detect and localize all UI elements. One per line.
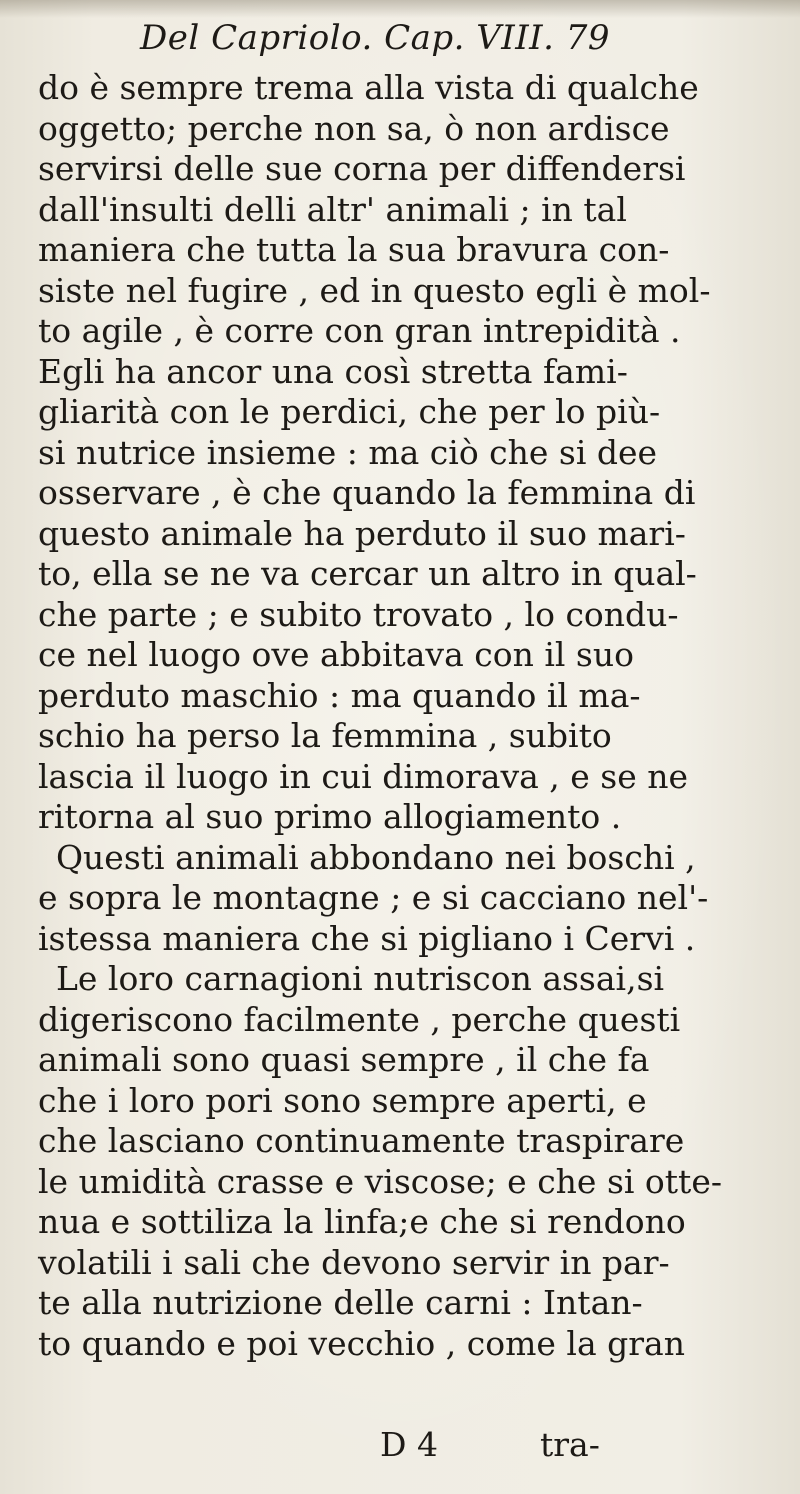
text-line: si nutrice insieme : ma ciò che si dee: [38, 432, 658, 472]
text-line: lascia il luogo in cui dimorava , e se ne: [38, 756, 689, 796]
text-line: do è sempre trema alla vista di qualche: [38, 68, 699, 107]
text-line: volatili i sali che devono servir in par-: [38, 1242, 670, 1282]
text-line: le umidità crasse e viscose; e che si otte-: [38, 1161, 722, 1201]
text-line: perduto maschio : ma quando il ma-: [38, 675, 641, 715]
text-line: maniera che tutta la sua bravura con-: [38, 230, 670, 269]
text-line: to quando e poi vecchio , come la gran: [38, 1323, 685, 1363]
text-line: Le loro carnagioni nutriscon assai,si: [56, 959, 665, 998]
text-line: oggetto; perche non sa, ò non ardisce: [38, 108, 670, 148]
text-line: gliarità con le perdici, che per lo più-: [38, 392, 661, 431]
text-line: animali sono quasi sempre , il che fa: [38, 1040, 650, 1079]
text-line: digeriscono facilmente , perche questi: [38, 999, 681, 1039]
text-line: dall'insulti delli altr' animali ; in tal: [38, 189, 627, 229]
text-line: nua e sottiliza la linfa;e che si rendono: [38, 1202, 686, 1241]
body-text: [38, 68, 768, 1364]
text-line: che lasciano continuamente traspirare: [38, 1121, 685, 1160]
text-line: siste nel fugire , ed in questo egli è mol-: [38, 270, 711, 310]
text-line: to, ella se ne va cercar un altro in qual-: [38, 554, 697, 593]
text-line: servirsi delle sue corna per diffendersi: [38, 149, 686, 188]
text-line: istessa maniera che si pigliano i Cervi .: [38, 918, 696, 958]
text-line: to agile , è corre con gran intrepidità .: [38, 311, 681, 350]
text-line: ritorna al suo primo allogiamento .: [38, 797, 622, 836]
text-line: Questi animali abbondano nei boschi ,: [56, 837, 696, 877]
text-line: questo animale ha perduto il suo mari-: [38, 513, 686, 553]
text-line: schio ha perso la femmina , subito: [38, 716, 612, 755]
text-line: te alla nutrizione delle carni : Intan-: [38, 1283, 643, 1322]
catchword: tra-: [540, 1425, 600, 1464]
text-line: osservare , è che quando la femmina di: [38, 473, 696, 512]
text-line: Egli ha ancor una così stretta fami-: [38, 351, 628, 391]
page-edge-stain: [0, 0, 800, 18]
text-line: e sopra le montagne ; e si cacciano nel'-: [38, 878, 709, 917]
text-line: che parte ; e subito trovato , lo condu-: [38, 594, 679, 634]
signature-mark: D 4: [380, 1425, 438, 1464]
text-line: ce nel luogo ove abbitava con il suo: [38, 635, 634, 674]
running-head: Del Capriolo. Cap. VIII. 79: [140, 18, 610, 58]
text-line: che i loro pori sono sempre aperti, e: [38, 1080, 647, 1120]
